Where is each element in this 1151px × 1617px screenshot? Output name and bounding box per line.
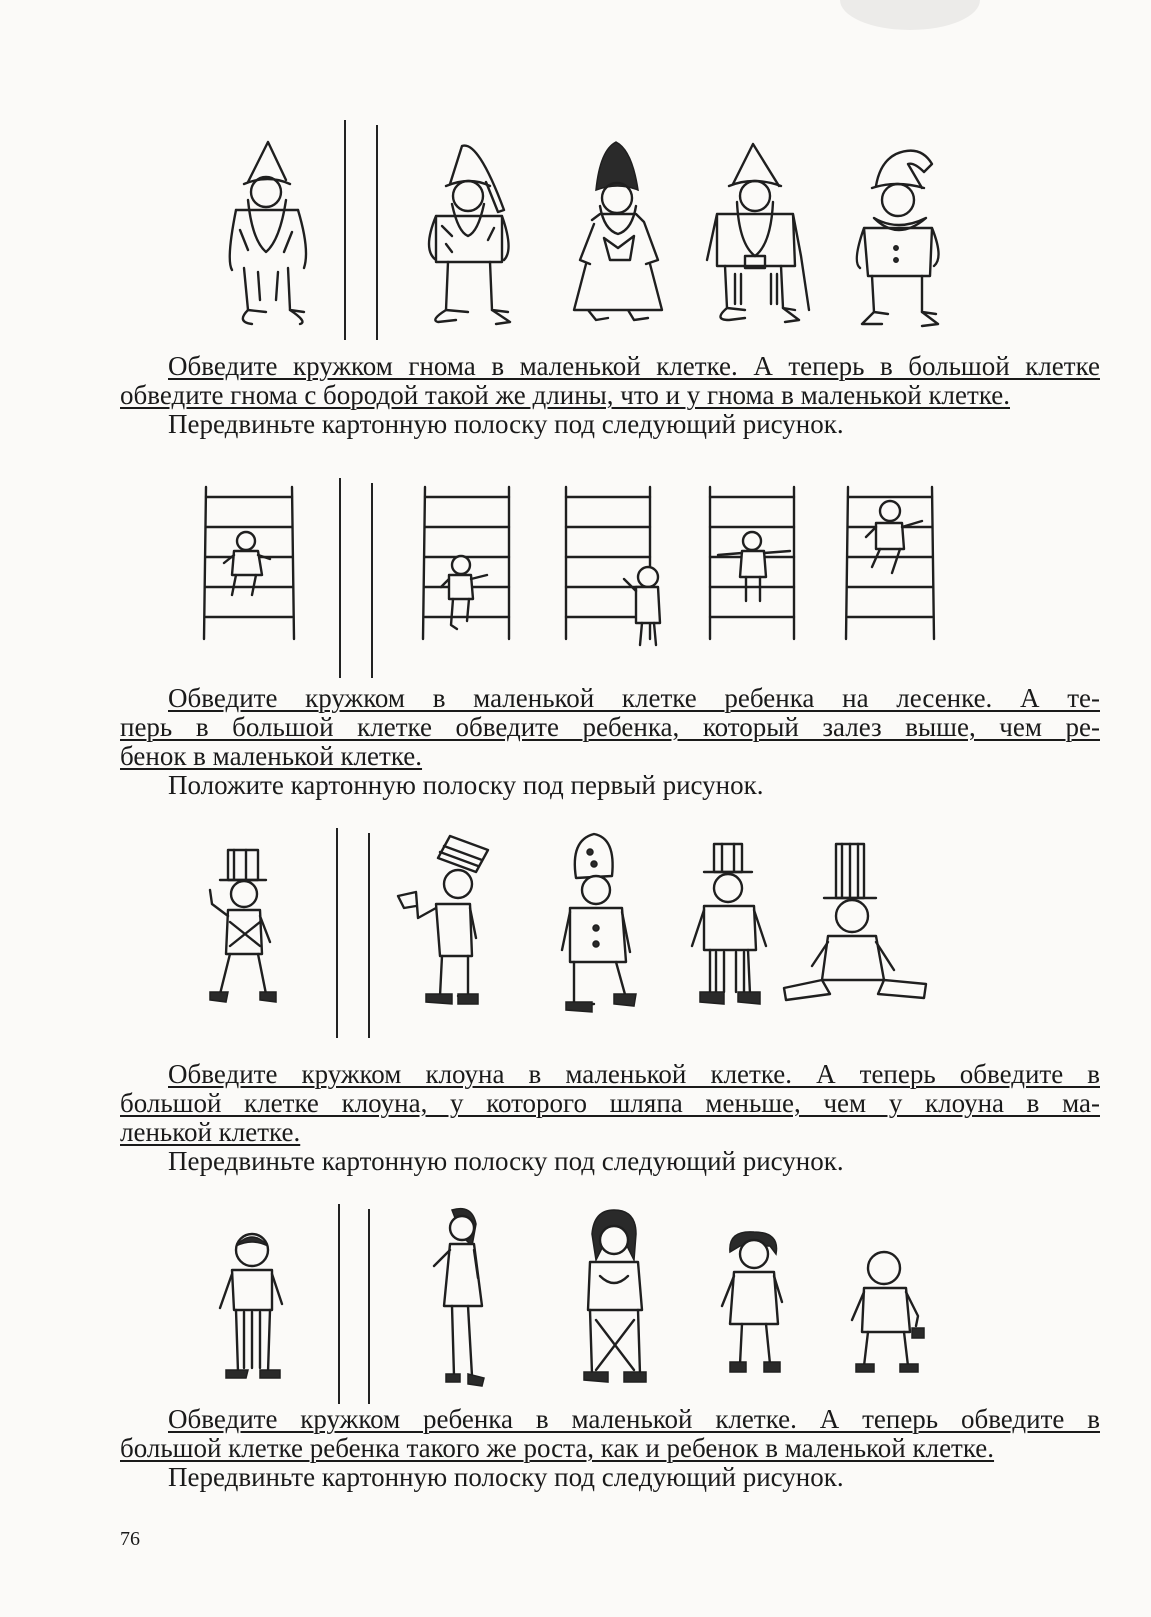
instruction-line: большой клетке клоуна, у которого шляпа меньше, чем у клоуна в ма- [120,1088,1100,1118]
small-cell-divider [336,828,338,1038]
large-cell-divider [371,483,373,678]
gnome-figure-icon [570,140,680,330]
large-cell-divider [376,125,378,340]
gnome-figure-icon [218,140,328,330]
instruction-line: Обведите кружком клоуна в маленькой клетке. А теперь обведите в [168,1059,1100,1089]
child-figure-icon [846,1246,936,1376]
ladder-child-icon [560,483,670,653]
instruction-text [120,1405,1100,1492]
instruction-line: бенок в маленькой клетке. [120,741,423,771]
instruction-line: большой клетке ребенка такого же роста, как и ребенок в маленькой клетке. [120,1433,995,1463]
instruction-line: Обведите кружком гнома в маленькой клетке. А теперь в большой клетке [168,351,1100,381]
instruction-text [120,352,1100,439]
large-cell-divider [368,833,370,1038]
child-figure-icon [720,1232,790,1382]
child-figures-row [0,1204,1151,1404]
clown-figure-icon [200,846,290,1006]
gnome-figure-icon [705,140,815,330]
gnome-figure-icon [850,142,960,332]
ladder-figures-row [0,478,1151,678]
clown-figure-icon [560,832,650,1022]
ladder-child-icon [415,483,525,643]
ladder-child-icon [706,483,816,643]
clown-figure-icon [686,834,776,1014]
small-cell-divider [339,478,341,678]
followup-text: Передвиньте картонную полоску под следующий рисунок. [168,409,844,439]
child-figure-icon [214,1232,294,1382]
instruction-text [120,684,1100,800]
gnome-figure-icon [418,140,528,330]
followup-text: Передвиньте картонную полоску под следующий рисунок. [168,1146,844,1176]
clown-figure-icon [396,828,506,1018]
child-figure-icon [576,1210,656,1390]
followup-text: Положите картонную полоску под первый рисунок. [168,770,764,800]
scan-shadow [840,0,980,30]
instruction-line: Обведите кружком в маленькой клетке ребенка на лесенке. А те- [168,683,1100,713]
instruction-line: обведите гнома с бородой такой же длины, что и у гнома в маленькой клетке. [120,380,1010,410]
ladder-child-icon [196,483,306,643]
child-figure-icon [432,1206,502,1396]
instruction-line: перь в большой клетке обведите ребенка, который залез выше, чем ре- [120,712,1100,742]
small-cell-divider [344,120,346,340]
clown-figures-row [0,828,1151,1038]
instruction-text [120,1060,1100,1176]
page-number: 76 [120,1528,140,1550]
followup-text: Передвиньте картонную полоску под следующий рисунок. [168,1462,844,1492]
instruction-line: Обведите кружком ребенка в маленькой клетке. А теперь обведите в [168,1404,1100,1434]
instruction-line: ленькой клетке. [120,1117,301,1147]
large-cell-divider [368,1209,370,1404]
gnome-figures-row [0,120,1151,340]
clown-figure-icon [780,838,930,1008]
ladder-child-icon [842,483,952,643]
small-cell-divider [338,1204,340,1404]
